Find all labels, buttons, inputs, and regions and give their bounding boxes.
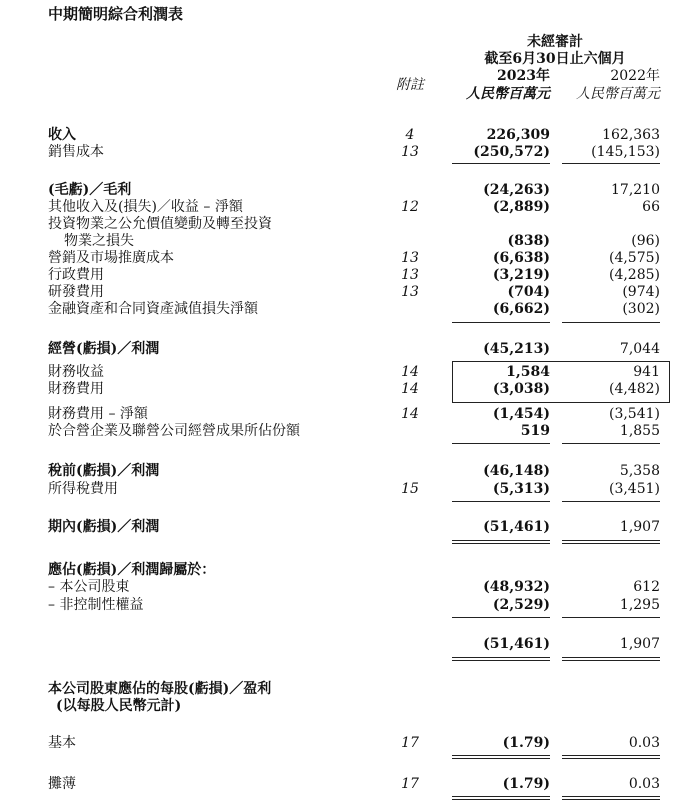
underline-2023: [452, 501, 550, 502]
value-2023: (250,572): [473, 144, 550, 160]
value-2022: 17,210: [611, 182, 660, 198]
row-note: 13: [401, 144, 419, 160]
underline-2023: [452, 163, 550, 164]
value-2023: (1.79): [502, 776, 550, 792]
row-label-shareholders: – 本公司股東: [48, 579, 130, 595]
double-underline-2022: [562, 660, 660, 661]
value-2023: (838): [507, 233, 550, 249]
double-underline-2022: [562, 799, 660, 800]
value-2022: 941: [633, 364, 660, 380]
row-label-eps-unit: (以每股人民幣元計): [56, 698, 182, 714]
row-label-marketing: 營銷及市場推廣成本: [48, 250, 174, 266]
double-underline-2022: [562, 657, 660, 658]
row-note: 13: [401, 284, 419, 300]
value-2022: 1,295: [619, 597, 660, 613]
double-underline-2022: [562, 758, 660, 759]
value-2022: (974): [622, 284, 660, 300]
unit-2022-header: 人民幣百萬元: [576, 86, 660, 102]
row-note: 13: [401, 250, 419, 266]
double-underline-2022: [562, 755, 660, 756]
underline-2022: [562, 617, 660, 618]
row-note: 17: [401, 735, 419, 751]
row-label-impairment: 金融資產和合同資產減值損失淨額: [48, 301, 258, 317]
value-2023: (46,148): [483, 463, 550, 479]
row-note: 12: [401, 199, 419, 215]
value-2022: (96): [631, 233, 660, 249]
value-2022: 162,363: [602, 127, 660, 143]
value-2022: (302): [622, 301, 660, 317]
unit-2023-header: 人民幣百萬元: [466, 86, 550, 102]
double-underline-2022: [562, 796, 660, 797]
double-underline-2022: [562, 540, 660, 541]
value-2022: 0.03: [628, 776, 660, 792]
value-2023: 519: [520, 423, 550, 439]
row-note: 14: [401, 381, 419, 397]
value-2022: (145,153): [591, 144, 660, 160]
row-note: 17: [401, 776, 419, 792]
underline-2022: [562, 322, 660, 323]
double-underline-2023: [452, 796, 550, 797]
value-2023: (45,213): [483, 341, 550, 357]
row-note: 14: [401, 364, 419, 380]
row-label-cost-of-sales: 銷售成本: [48, 144, 104, 160]
value-2023: (24,263): [483, 182, 550, 198]
value-2023: (704): [507, 284, 550, 300]
value-2023: (3,219): [492, 267, 550, 283]
row-label-investment-property-cont: 物業之損失: [64, 233, 134, 249]
row-label-nci: – 非控制性權益: [48, 597, 144, 613]
row-note: 13: [401, 267, 419, 283]
value-2023: 1,584: [506, 364, 550, 380]
row-label-basic: 基本: [48, 735, 76, 751]
row-note: 4: [405, 127, 415, 143]
year-2022-header: 2022年: [610, 68, 660, 84]
value-2023: (1.79): [502, 735, 550, 751]
value-2023: (5,313): [492, 481, 550, 497]
year-2023-header: 2023年: [497, 68, 550, 84]
double-underline-2023: [452, 799, 550, 800]
statement-title: 中期簡明綜合利潤表: [48, 5, 184, 23]
row-label-eps-heading: 本公司股東應佔的每股(虧損)／盈利: [48, 681, 272, 697]
underline-2022: [562, 501, 660, 502]
row-label-operating-result: 經營(虧損)／利潤: [48, 341, 160, 357]
row-note: 14: [401, 406, 419, 422]
value-2022: 7,044: [619, 341, 660, 357]
double-underline-2023: [452, 758, 550, 759]
double-underline-2023: [452, 540, 550, 541]
value-2022: 1,907: [619, 519, 660, 535]
value-2023: (48,932): [483, 579, 550, 595]
row-label-admin: 行政費用: [48, 267, 104, 283]
value-2022: (3,451): [608, 481, 660, 497]
value-2022: 612: [633, 579, 660, 595]
value-2022-total: 1,907: [619, 636, 660, 652]
row-label-rnd: 研發費用: [48, 284, 104, 300]
value-2023: (6,662): [492, 301, 550, 317]
value-2023: (3,038): [492, 381, 550, 397]
value-2022: (3,541): [608, 406, 660, 422]
value-2022: 5,358: [619, 463, 660, 479]
row-label-period-result: 期內(虧損)／利潤: [48, 519, 160, 535]
double-underline-2023: [452, 543, 550, 544]
value-2023: (6,638): [492, 250, 550, 266]
double-underline-2023: [452, 755, 550, 756]
value-2022: (4,482): [608, 381, 660, 397]
double-underline-2022: [562, 543, 660, 544]
value-2022: 1,855: [619, 423, 660, 439]
underline-2023: [452, 322, 550, 323]
note-column-header: 附註: [396, 77, 424, 93]
row-label-diluted: 攤薄: [48, 776, 76, 792]
value-2023: (1,454): [492, 406, 550, 422]
value-2023-total: (51,461): [483, 636, 550, 652]
row-label-gross-profit: (毛虧)／毛利: [48, 182, 132, 198]
value-2023: 226,309: [486, 127, 550, 143]
row-label-finance-cost: 財務費用: [48, 381, 104, 397]
double-underline-2023: [452, 657, 550, 658]
row-label-other-income: 其他收入及(損失)／收益 – 淨額: [48, 199, 243, 215]
period-header: 截至6月30日止六個月: [484, 51, 626, 67]
underline-2022: [562, 163, 660, 164]
row-label-finance-income: 財務收益: [48, 364, 104, 380]
row-label-share-of-jv: 於合營企業及聯營公司經營成果所佔份額: [48, 423, 300, 439]
row-label-investment-property: 投資物業之公允價值變動及轉至投資: [48, 216, 272, 232]
row-label-income-tax: 所得稅費用: [48, 481, 118, 497]
row-label-revenue: 收入: [48, 127, 76, 143]
row-label-pretax: 稅前(虧損)／利潤: [48, 463, 160, 479]
underline-2022: [562, 443, 660, 444]
double-underline-2023: [452, 660, 550, 661]
underline-2023: [452, 443, 550, 444]
row-label-finance-net: 財務費用 – 淨額: [48, 406, 148, 422]
value-2023: (2,889): [492, 199, 550, 215]
unaudited-header: 未經審計: [527, 34, 583, 50]
row-note: 15: [401, 481, 419, 497]
value-2023: (2,529): [492, 597, 550, 613]
value-2023: (51,461): [483, 519, 550, 535]
value-2022: (4,285): [608, 267, 660, 283]
value-2022: 66: [642, 199, 660, 215]
row-label-attributable: 應佔(虧損)／利潤歸屬於：: [48, 562, 216, 578]
value-2022: (4,575): [608, 250, 660, 266]
value-2022: 0.03: [628, 735, 660, 751]
underline-2023: [452, 617, 550, 618]
